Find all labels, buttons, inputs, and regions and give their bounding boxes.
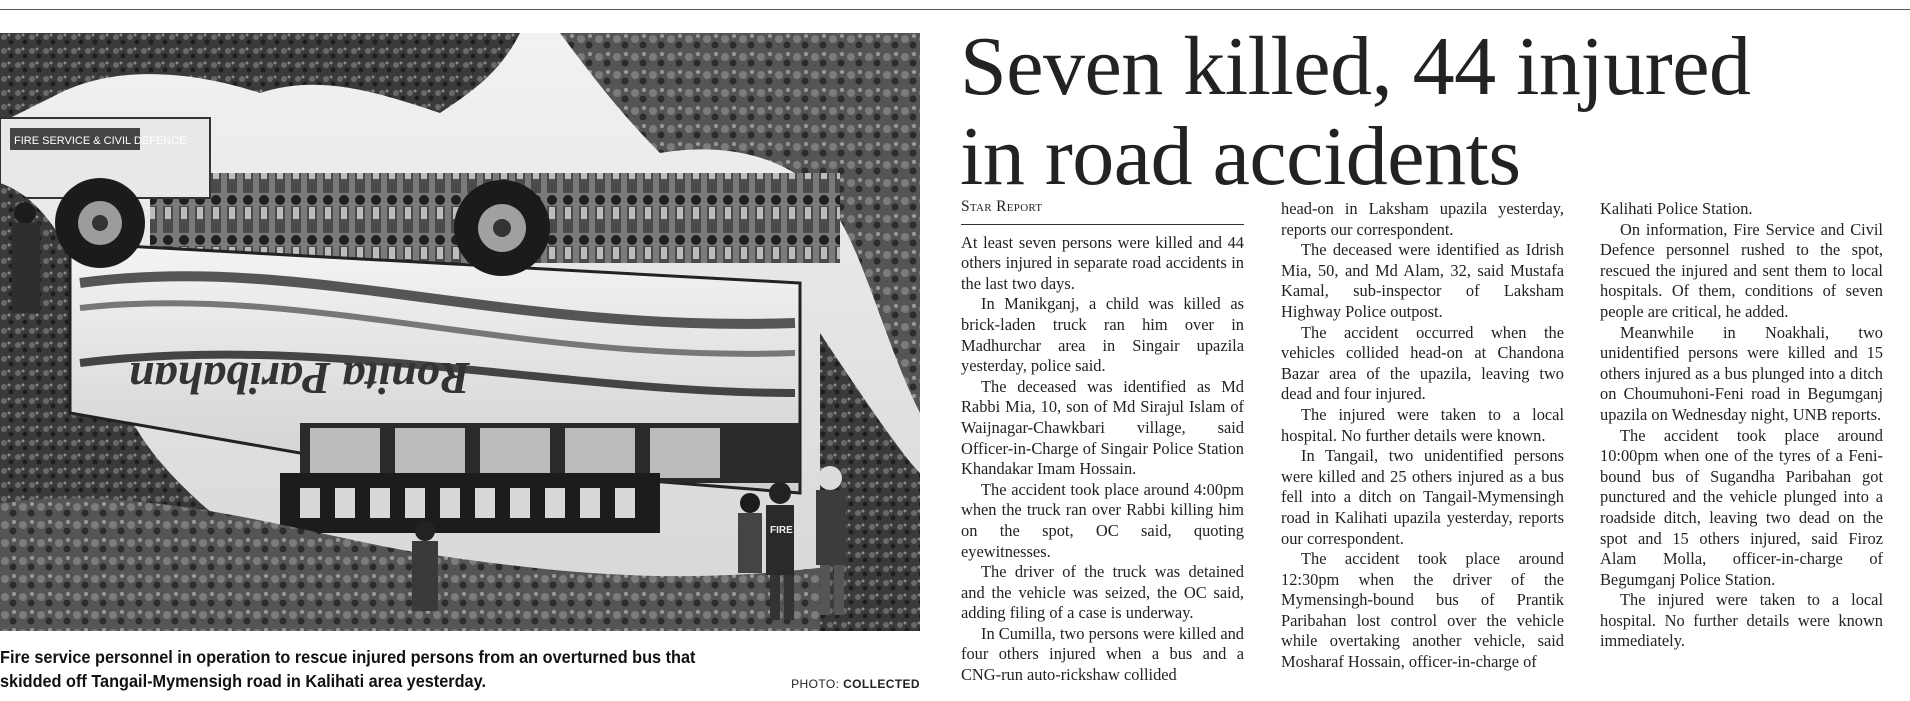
paragraph: In Cumilla, two persons were killed and four others injured when a bus and a CNG-run auto-rickshaw collided	[961, 623, 1244, 685]
headline-line-2: in road accidents	[960, 110, 1521, 203]
headline	[960, 22, 1910, 202]
credit-label: PHOTO:	[791, 677, 840, 691]
headline-line-1: Seven killed, 44 injured	[960, 20, 1751, 113]
paragraph: Kalihati Police Station.	[1600, 199, 1753, 218]
paragraph: On information, Fire Service and Civil Defence personnel rushed to the spot, rescued the injured and sent them to local hospitals. Of them, conditions of seven people are critical, he added.	[1600, 219, 1883, 321]
top-rule	[0, 9, 1910, 10]
credit-source: COLLECTED	[843, 677, 920, 691]
photo-caption: Fire service personnel in operation to rescue injured persons from an overturned bus that skidded off Tangail-Mymensigh road in Kalihati area yesterday.	[0, 647, 696, 691]
fire-vest-label: FIRE	[770, 525, 793, 536]
byline: Star Report	[961, 197, 1244, 225]
paragraph: The injured were taken to a local hospital. No further details were known immediately.	[1600, 590, 1883, 651]
paragraph: The accident took place around 4:00pm when the truck ran over Rabbi killing him on the spot, OC said, quoting eyewitnesses.	[961, 479, 1244, 561]
article-column-2	[1281, 199, 1564, 673]
article-column-3	[1600, 199, 1883, 652]
paragraph: The driver of the truck was detained and the vehicle was seized, the OC said, adding filing of a case is underway.	[961, 562, 1244, 623]
article-column-1	[961, 197, 1244, 686]
paragraph: At least seven persons were killed and 44 others injured in separate road accidents in the last two days.	[961, 232, 1244, 293]
paragraph: In Manikganj, a child was killed as brick-laden truck ran him over in Madhurchar area in Singair upazila yesterday, police said.	[961, 294, 1244, 376]
paragraph: The injured were taken to a local hospital. No further details were known.	[1281, 404, 1564, 445]
ambulance-lettering: FIRE SERVICE & CIVIL DEFENCE	[14, 135, 187, 147]
paragraph: The accident took place around 10:00pm when one of the tyres of a Feni-bound bus of Sugandha Paribahan got punctured and the vehicle plunged into a roadside ditch, leaving two dead on the spot and 15 others injured, said Firoz Alam Molla, officer-in-charge of Begumganj Police Station.	[1600, 425, 1883, 589]
paragraph: The accident occurred when the vehicles collided head-on at Chandona Bazar area of the upazila, leaving two dead and four injured.	[1281, 322, 1564, 404]
paragraph: Meanwhile in Noakhali, two unidentified persons were killed and 15 others injured as a bus plunged into a ditch on Choumuhoni-Feni road in Begumganj upazila on Wednesday night, UNB reports.	[1600, 322, 1883, 424]
news-photo	[0, 33, 920, 631]
bus-lettering: Ronita Paribahan	[128, 353, 470, 404]
photo-credit	[788, 677, 920, 691]
paragraph: The accident took place around 12:30pm when the driver of the Mymensingh-bound bus of Prantik Paribahan lost control over the vehicle while overtaking another vehicle, said Mosharaf Hossain, officer-in-charge of	[1281, 549, 1564, 672]
paragraph: In Tangail, two unidentified persons were killed and 25 others injured as a bus fell into a ditch on Tangail-Mymensingh road in Kalihati upazila yesterday, reports our correspondent.	[1281, 446, 1564, 548]
paragraph: head-on in Laksham upazila yesterday, reports our correspondent.	[1281, 199, 1564, 239]
paragraph: The deceased was identified as Md Rabbi Mia, 10, son of Md Sirajul Islam of Waijnagar-Chawkbari village, said Officer-in-Charge of Singair Police Station Khandakar Imam Hossain.	[961, 376, 1244, 479]
paragraph: The deceased were identified as Idrish Mia, 50, and Md Alam, 32, said Mustafa Kamal, sub-inspector of Laksham Highway Police outpost.	[1281, 240, 1564, 321]
